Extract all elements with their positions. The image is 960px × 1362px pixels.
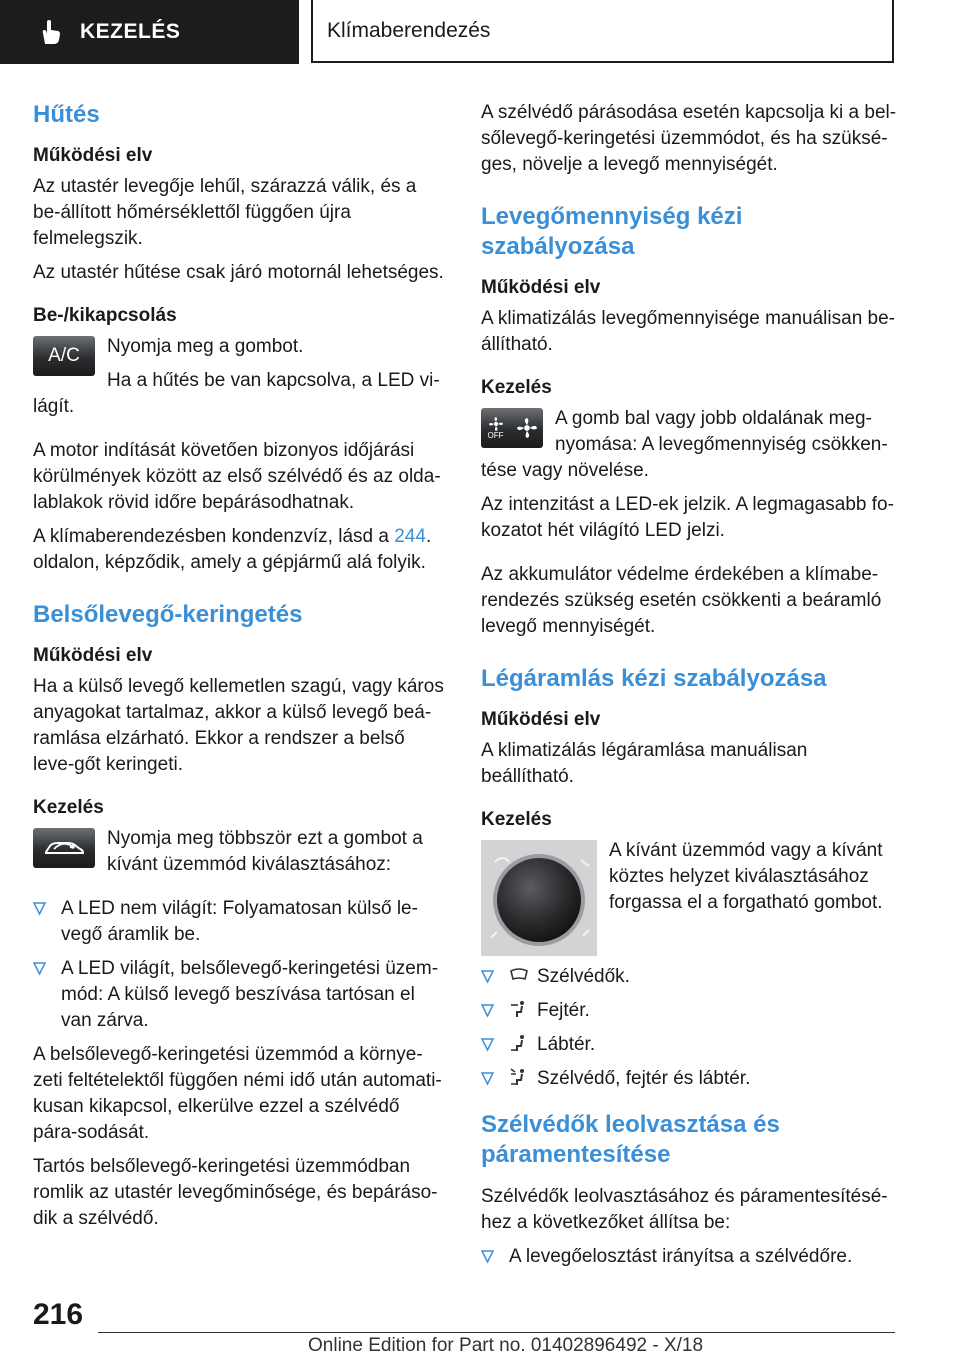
page-number: 216 bbox=[33, 1298, 84, 1331]
windshield-icon bbox=[509, 965, 529, 985]
list-item: A levegőelosztást irányítsa a szélvédőre. bbox=[481, 1244, 899, 1270]
recirc-press-text: Nyomja meg többször ezt a gombot a kívánt üzemmód kiválasztásához: bbox=[107, 828, 423, 875]
airflow-heading: Levegőmennyiség kézi szabályozása bbox=[481, 203, 743, 260]
cooling-onoff-heading: Be-/kikapcsolás bbox=[33, 305, 177, 326]
recirc-button-image bbox=[33, 828, 95, 868]
defrost-heading: Szélvédők leolvasztása és páramentesítése bbox=[481, 1111, 780, 1168]
list-item: Lábtér. bbox=[481, 1032, 899, 1058]
bullet-triangle-icon bbox=[33, 902, 46, 916]
recirc-p3: Tartós belsőlevegő-keringetési üzemmódban romlik az utastér levegőminősége, és bepáráso-dik a szélvédő. bbox=[33, 1156, 438, 1229]
right-column bbox=[481, 100, 899, 1278]
distribution-operation-heading: Kezelés bbox=[481, 809, 552, 830]
airflow-p3: Az akkumulátor védelme érdekében a klímabe-rendezés szükség esetén csökkenti a beáramló levegő mennyiségét. bbox=[481, 564, 882, 637]
list-item: A LED világít, belsőlevegő-keringetési üzem-mód: A külső levegő beszívása tartósan el van zárva. bbox=[33, 956, 449, 1034]
section-label: KEZELÉS bbox=[80, 20, 181, 43]
cooling-heading: Hűtés bbox=[33, 101, 100, 128]
knob-block bbox=[481, 838, 899, 964]
fan-large-icon bbox=[517, 418, 537, 438]
footer-divider bbox=[98, 1332, 895, 1333]
fan-small-icon bbox=[489, 417, 503, 431]
ac-press-text: Nyomja meg a gombot. bbox=[107, 336, 304, 357]
list-item: Szélvédő, fejtér és lábtér. bbox=[481, 1066, 899, 1092]
ac-button-block bbox=[33, 334, 449, 428]
car-recirc-icon bbox=[42, 836, 86, 860]
fan-button-image bbox=[481, 408, 543, 448]
defrost-list bbox=[481, 1244, 899, 1270]
airflow-principle-heading: Működési elv bbox=[481, 277, 601, 298]
fan-button-block bbox=[481, 406, 899, 492]
cooling-p2: Az utastér hűtése csak járó motornál lehetséges. bbox=[33, 262, 444, 283]
hand-pointer-icon bbox=[36, 18, 64, 46]
bullet-triangle-icon bbox=[481, 1072, 494, 1086]
bullet-triangle-icon bbox=[481, 1004, 494, 1018]
recirc-principle-heading: Működési elv bbox=[33, 645, 153, 666]
ac-button-label: A/C bbox=[48, 345, 80, 366]
page-header bbox=[0, 0, 960, 66]
list-item: Szélvédők. bbox=[481, 964, 899, 990]
airflow-p1: A klimatizálás levegőmennyisége manuálisan be-állítható. bbox=[481, 308, 896, 355]
knob-press-text: A kívánt üzemmód vagy a kívánt köztes helyzet kiválasztásához forgassa el a forgatható gombot. bbox=[609, 840, 883, 913]
recirc-p1: Ha a külső levegő kellemetlen szagú, vagy káros anyagokat tartalmaz, akkor a külső levegő beá-ramlása elzárható. Ekkor a rendszer a belső leve-gőt keringeti. bbox=[33, 676, 444, 775]
airflow-operation-heading: Kezelés bbox=[481, 377, 552, 398]
foot-airflow-icon bbox=[509, 1033, 529, 1053]
all-airflow-icon bbox=[509, 1067, 529, 1087]
bullet-triangle-icon bbox=[481, 1250, 494, 1264]
ac-led-text: Ha a hűtés be van kapcsolva, a LED vi-lágít. bbox=[33, 370, 440, 417]
bullet-triangle-icon bbox=[481, 1038, 494, 1052]
page-ref-link[interactable]: 244 bbox=[394, 526, 426, 547]
fan-off-label: OFF bbox=[487, 430, 504, 440]
fan-press-text: A gomb bal vagy jobb oldalának meg-nyomása: A levegőmennyiség csökken-tése vagy növelése. bbox=[481, 408, 888, 481]
bullet-triangle-icon bbox=[33, 962, 46, 976]
recirc-heading: Belsőlevegő-keringetés bbox=[33, 601, 303, 628]
recirc-p2: A belsőlevegő-keringetési üzemmód a környe-zeti feltételektől függően némi idő után automati-kusan kikapcsol, elkerülve ezzel a szélvédő pára-sodását. bbox=[33, 1044, 442, 1143]
cooling-p4: A klímaberendezésben kondenzvíz, lásd a 244. oldalon, képződik, amely a gépjármű alá folyik. bbox=[33, 526, 432, 573]
list-item: A LED nem világít: Folyamatosan külső le-vegő áramlik be. bbox=[33, 896, 449, 948]
head-airflow-icon bbox=[509, 999, 529, 1019]
chapter-title: Klímaberendezés bbox=[311, 0, 894, 63]
distribution-principle-heading: Működési elv bbox=[481, 709, 601, 730]
distribution-heading: Légáramlás kézi szabályozása bbox=[481, 665, 827, 692]
cooling-principle-heading: Működési elv bbox=[33, 145, 153, 166]
recirc-operation-heading: Kezelés bbox=[33, 797, 104, 818]
cooling-p3: A motor indítását követően bizonyos időjárási körülmények között az első szélvédő és az olda-lablakok rövid időre bepárásodhatnak. bbox=[33, 440, 441, 513]
right-intro: A szélvédő párásodása esetén kapcsolja ki a bel-sőlevegő-keringetési üzemmódot, és ha szüksé-ges, növelje a levegő mennyiségét. bbox=[481, 102, 897, 175]
left-column bbox=[33, 100, 449, 1240]
airflow-p2: Az intenzitást a LED-ek jelzik. A legmagasabb fo-kozatot hét világító LED jelzi. bbox=[481, 494, 894, 541]
air-distribution-knob-image bbox=[481, 840, 597, 956]
defrost-p1: Szélvédők leolvasztásához és páramentesítésé-hez a következőket állítsa be: bbox=[481, 1186, 888, 1233]
bullet-triangle-icon bbox=[481, 970, 494, 984]
cooling-p1: Az utastér levegője lehűl, szárazzá válik, és a be-állított hőmérséklettől függően újra felmelegszik. bbox=[33, 176, 417, 249]
list-item: Fejtér. bbox=[481, 998, 899, 1024]
recirc-mode-list bbox=[33, 896, 449, 1034]
distribution-mode-list bbox=[481, 964, 899, 1092]
section-tab bbox=[0, 0, 299, 64]
recirc-button-block bbox=[33, 826, 449, 886]
distribution-p1: A klimatizálás légáramlása manuálisan beállítható. bbox=[481, 740, 808, 787]
rotary-knob-icon bbox=[481, 840, 597, 956]
ac-button-image bbox=[33, 336, 95, 376]
edition-text: Online Edition for Part no. 01402896492 - X/18 bbox=[308, 1335, 704, 1356]
